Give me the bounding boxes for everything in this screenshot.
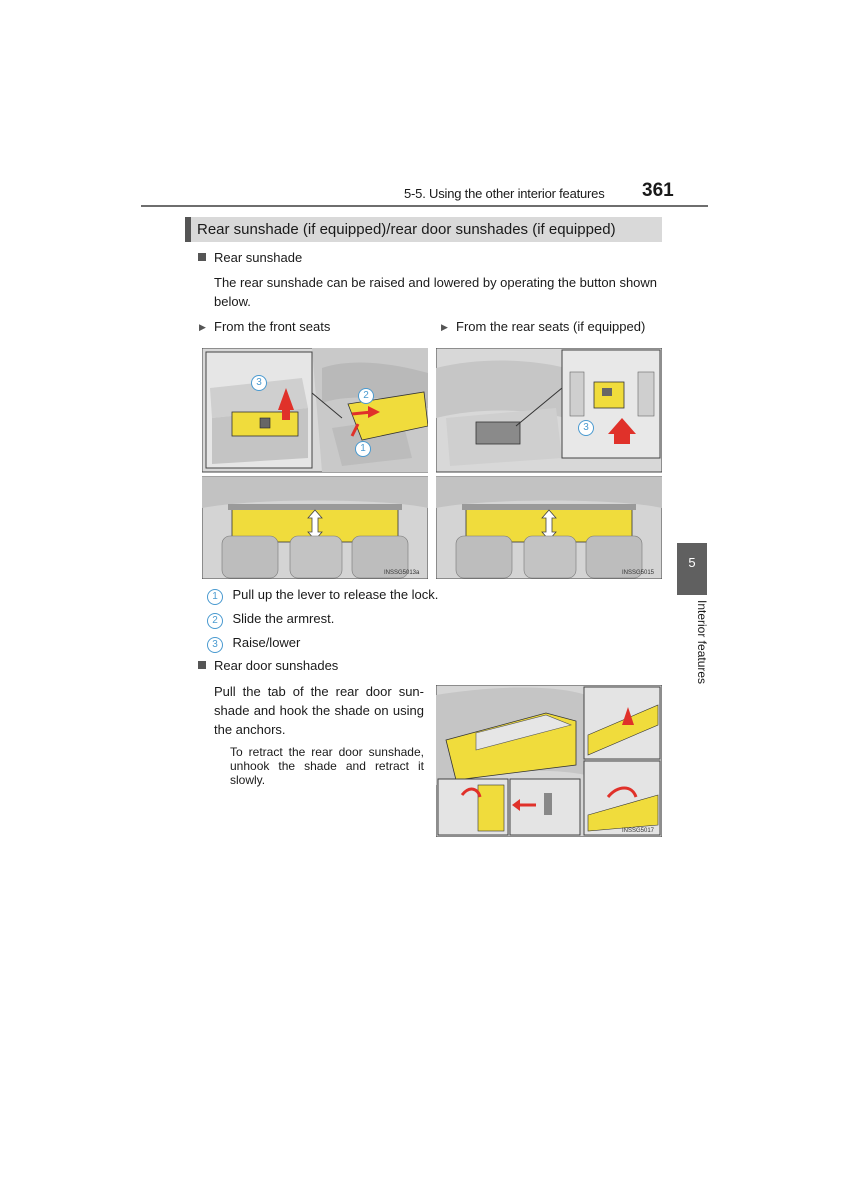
square-bullet-icon [198, 253, 206, 261]
header-rule [141, 205, 708, 207]
rear-sunshade-description: The rear sunshade can be raised and lowered by operating the button shown below. [214, 275, 658, 309]
step-text: Raise/lower [232, 635, 301, 650]
callout-3: 3 [578, 420, 594, 436]
rear-seats-illustration [436, 348, 662, 579]
rear-door-description: Pull the tab of the rear door sun-shade and hook the shade on using the anchors. [214, 684, 424, 737]
from-front-seats-label: From the front seats [214, 319, 331, 334]
rear-sunshade-heading: Rear sunshade [214, 250, 303, 265]
from-rear-seats-label: From the rear seats (if equipped) [456, 319, 646, 334]
step-item [207, 634, 300, 653]
step-number: 3 [207, 637, 223, 653]
triangle-bullet-icon: ▶ [441, 322, 448, 332]
step-number: 2 [207, 613, 223, 629]
step-number: 1 [207, 589, 223, 605]
page-number: 361 [642, 180, 674, 201]
rear-door-illustration [436, 685, 662, 837]
rear-door-heading: Rear door sunshades [214, 658, 339, 673]
chapter-tab-number: 5 [688, 555, 696, 570]
front-seats-illustration [202, 348, 428, 579]
triangle-bullet-icon: ▶ [199, 322, 206, 332]
image-code: INSSG5015 [622, 570, 655, 576]
chapter-tab-label: Interior features [695, 600, 709, 685]
callout-2: 2 [358, 388, 374, 404]
image-code: INSSG5017 [622, 828, 655, 834]
step-text: Slide the armrest. [232, 611, 335, 626]
chapter-tab [677, 543, 707, 595]
section-title: Rear sunshade (if equipped)/rear door sunshades (if equipped) [197, 221, 616, 238]
step-text: Pull up the lever to release the lock. [232, 587, 439, 602]
callout-3: 3 [251, 375, 267, 391]
rear-door-note: To retract the rear door sunshade, unhook the shade and retract it slowly. [230, 745, 424, 787]
chapter-header: 5-5. Using the other interior features [404, 186, 605, 201]
step-item [207, 610, 334, 629]
square-bullet-icon [198, 661, 206, 669]
step-item [207, 586, 438, 605]
callout-1: 1 [355, 441, 371, 457]
image-code: INSSG5013a [384, 570, 420, 576]
